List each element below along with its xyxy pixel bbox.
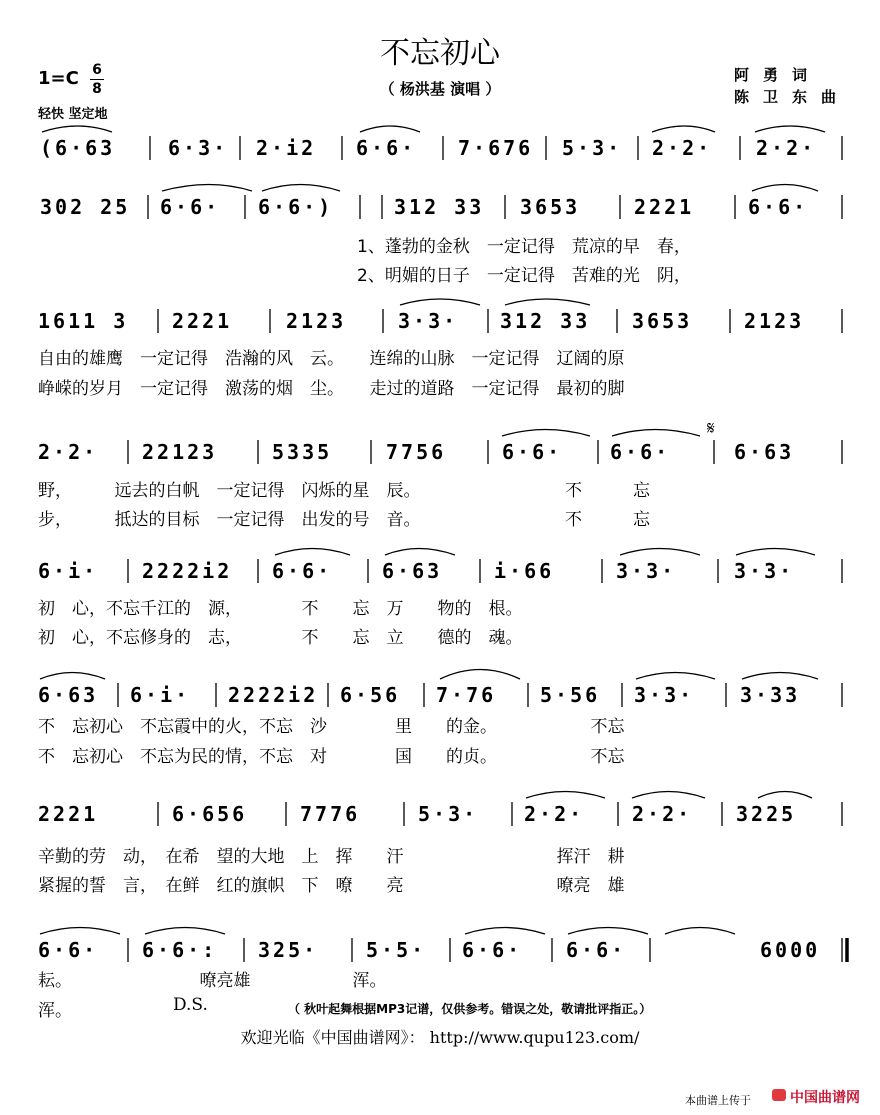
measure: 3·3· (634, 683, 695, 707)
measure: 3·33 (740, 683, 801, 707)
measure: 3·3· (734, 559, 795, 583)
measure: 6·6· (272, 559, 333, 583)
barlines (118, 136, 847, 962)
measure: 302 25 (40, 195, 131, 219)
measure: 6·6·) (258, 195, 334, 219)
measure: 3·3· (398, 309, 459, 333)
tempo-marking: 轻快 坚定地 (38, 107, 108, 122)
measure: 325· (258, 938, 319, 962)
dal-segno-marking: D.S. (173, 995, 208, 1015)
lyric-verse-1: 耘。 嘹亮雄 浑。 (38, 971, 387, 991)
song-title: 不忘初心 (380, 36, 500, 71)
measure: 2123 (286, 309, 347, 333)
measure: 3653 (520, 195, 581, 219)
measure: 6·6· (38, 938, 99, 962)
measure: 6·63 (382, 559, 443, 583)
measure: 6·3· (168, 136, 229, 160)
measure: 22123 (142, 440, 218, 464)
measure: 5·5· (366, 938, 427, 962)
lyric-verse-1: 1、蓬勃的金秋 一定记得 荒凉的早 春， (357, 237, 691, 257)
measure: 2·2· (524, 802, 585, 826)
site-logo: 中国曲谱网 (790, 1090, 860, 1106)
lyric-verse-2: 浑。 (38, 1001, 72, 1021)
measure: 3·3· (616, 559, 677, 583)
measure: 6·63 (734, 440, 795, 464)
measure: 2221 (38, 802, 99, 826)
measure: 2·2· (38, 440, 99, 464)
lyric-verse-1: 自由的雄鹰 一定记得 浩瀚的风 云。 连绵的山脉 一定记得 辽阔的原 (38, 349, 625, 369)
measure: 6·6· (462, 938, 523, 962)
measure: 6·63 (38, 683, 99, 707)
measure: 6000 (760, 938, 821, 962)
measure: 2222i2 (228, 683, 319, 707)
lyric-verse-1: 不 忘初心 不忘霞中的火，不忘 沙 里 的金。 不忘 (38, 717, 625, 737)
transcription-note: （ 秋叶起舞根据MP3记谱，仅供参考。错误之处，敬请批评指正。） (288, 1002, 652, 1016)
measure: 7756 (386, 440, 447, 464)
lyricist-credit: 阿勇词 (734, 66, 822, 84)
measure: 1611 3 (38, 309, 129, 333)
measure: 3225 (736, 802, 797, 826)
lyric-verse-2: 步， 抵达的目标 一定记得 出发的号 音。 不 忘 (38, 510, 650, 530)
composer-credit: 陈卫东曲 (734, 88, 851, 106)
measure: 6·656 (172, 802, 248, 826)
measure: 6·6· (502, 440, 563, 464)
lyric-verse-2: 初 心，不忘修身的 志， 不 忘 立 德的 魂。 (38, 628, 523, 648)
measure: 6·6·: (142, 938, 218, 962)
lyric-verse-1: 初 心，不忘千江的 源， 不 忘 万 物的 根。 (38, 599, 523, 619)
measure: 6·i· (38, 559, 99, 583)
measure: 7·76 (436, 683, 497, 707)
measure: 7·676 (458, 136, 534, 160)
measure: 6·6· (566, 938, 627, 962)
segno-icon: 𝄋 (707, 418, 715, 439)
measure: 2221 (634, 195, 695, 219)
site-welcome: 欢迎光临《中国曲谱网》： http://www.qupu123.com/ (240, 1028, 640, 1047)
measure: 6·6· (160, 195, 221, 219)
lyric-verse-2: 峥嵘的岁月 一定记得 激荡的烟 尘。 走过的道路 一定记得 最初的脚 (38, 379, 625, 399)
measure: 2123 (744, 309, 805, 333)
measure: 6·i· (130, 683, 191, 707)
lyric-verse-1: 野， 远去的白帆 一定记得 闪烁的星 辰。 不 忘 (38, 481, 650, 501)
key-signature: 1=C (38, 68, 79, 89)
measure: 6·6· (748, 195, 809, 219)
measure: 6·6· (610, 440, 671, 464)
measure: i·66 (494, 559, 555, 583)
measure: 312 33 (500, 309, 591, 333)
measure: (6·63 (40, 136, 116, 160)
measure: 2·2· (756, 136, 817, 160)
lyric-verse-2: 紧握的誓 言， 在鲜 红的旗帜 下 嘹 亮 嘹亮 雄 (38, 876, 625, 896)
lyric-verse-2: 不 忘初心 不忘为民的情，不忘 对 国 的贞。 不忘 (38, 747, 625, 767)
measure: 7776 (300, 802, 361, 826)
lyric-verse-1: 辛勤的劳 动， 在希 望的大地 上 挥 汗 挥汗 耕 (38, 847, 625, 867)
measure: 6·56 (340, 683, 401, 707)
measure: 3653 (632, 309, 693, 333)
measure: 5335 (272, 440, 333, 464)
measure: 6·6· (356, 136, 417, 160)
meter-top: 6 (92, 62, 102, 78)
measure: 2222i2 (142, 559, 233, 583)
meter-bottom: 8 (92, 81, 102, 97)
measure: 2221 (172, 309, 233, 333)
lyric-verse-2: 2、明媚的日子 一定记得 苦难的光 阴， (357, 266, 691, 286)
singer-credit: （ 杨洪基 演唱 ） (379, 80, 501, 98)
measure: 2·2· (632, 802, 693, 826)
measure: 312 33 (394, 195, 485, 219)
measure: 2·2· (652, 136, 713, 160)
measure: 5·3· (562, 136, 623, 160)
measure: 2·i2 (256, 136, 317, 160)
measure: 5·3· (418, 802, 479, 826)
upload-note: 本曲谱上传于 (685, 1094, 751, 1107)
measure: 5·56 (540, 683, 601, 707)
